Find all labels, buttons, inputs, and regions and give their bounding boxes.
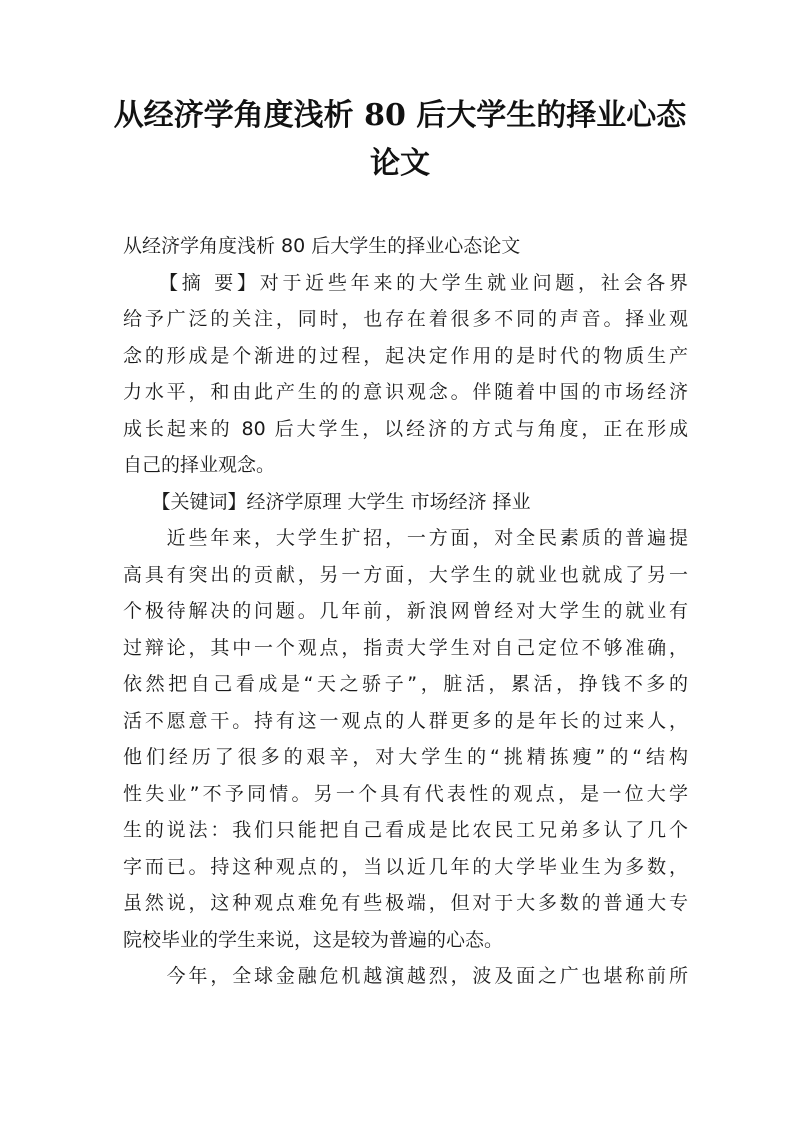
body-line: 自己的择业观念。 [123, 454, 276, 476]
body-line: 过辩论，其中一个观点，指责大学生对自己定位不够准确， [123, 636, 688, 659]
body-line: 今年，全球金融危机越演越烈，波及面之广也堪称前所 [123, 965, 688, 987]
body-line: 个极待解决的问题。几年前，新浪网曾经对大学生的就业有 [123, 600, 688, 622]
body-line: 给予广泛的关注，同时，也存在着很多不同的声音。择业观 [123, 308, 688, 330]
body-line: 近些年来，大学生扩招，一方面，对全民素质的普遍提 [123, 527, 688, 549]
body-line: 活不愿意干。持有这一观点的人群更多的是年长的过来人， [123, 709, 688, 732]
body-line: 字而已。持这种观点的，当以近几年的大学毕业生为多数， [123, 855, 688, 878]
body-line: 【关键词】经济学原理 大学生 市场经济 择业 [123, 490, 531, 513]
body-line: 成长起来的 80 后大学生，以经济的方式与角度，正在形成 [123, 417, 688, 440]
body-line: 虽然说，这种观点难免有些极端，但对于大多数的普通大专 [123, 892, 688, 914]
document-body [123, 228, 688, 995]
body-line: 力水平，和由此产生的的意识观念。伴随着中国的市场经济 [123, 381, 688, 403]
title-line-2: 论文 [370, 146, 430, 181]
body-line: 从经济学角度浅析 80 后大学生的择业心态论文 [123, 235, 521, 257]
body-line: 生的说法：我们只能把自己看成是比农民工兄弟多认了几个 [123, 819, 688, 841]
body-line: 依然把自己看成是“天之骄子”，脏活，累活，挣钱不多的 [123, 673, 688, 695]
body-line: 念的形成是个渐进的过程，起决定作用的是时代的物质生产 [123, 344, 688, 367]
body-line: 高具有突出的贡献，另一方面，大学生的就业也就成了另一 [123, 563, 688, 586]
body-line: 院校毕业的学生来说，这是较为普遍的心态。 [123, 928, 504, 951]
body-line: 他们经历了很多的艰辛，对大学生的“挑精拣瘦”的“结构 [123, 746, 688, 768]
body-line: 【摘 要】对于近些年来的大学生就业问题，社会各界 [123, 271, 688, 294]
document-title [100, 92, 700, 188]
title-line-1: 从经济学角度浅析 80 后大学生的择业心态 [113, 98, 687, 133]
body-line: 性失业”不予同情。另一个具有代表性的观点，是一位大学 [123, 782, 688, 805]
